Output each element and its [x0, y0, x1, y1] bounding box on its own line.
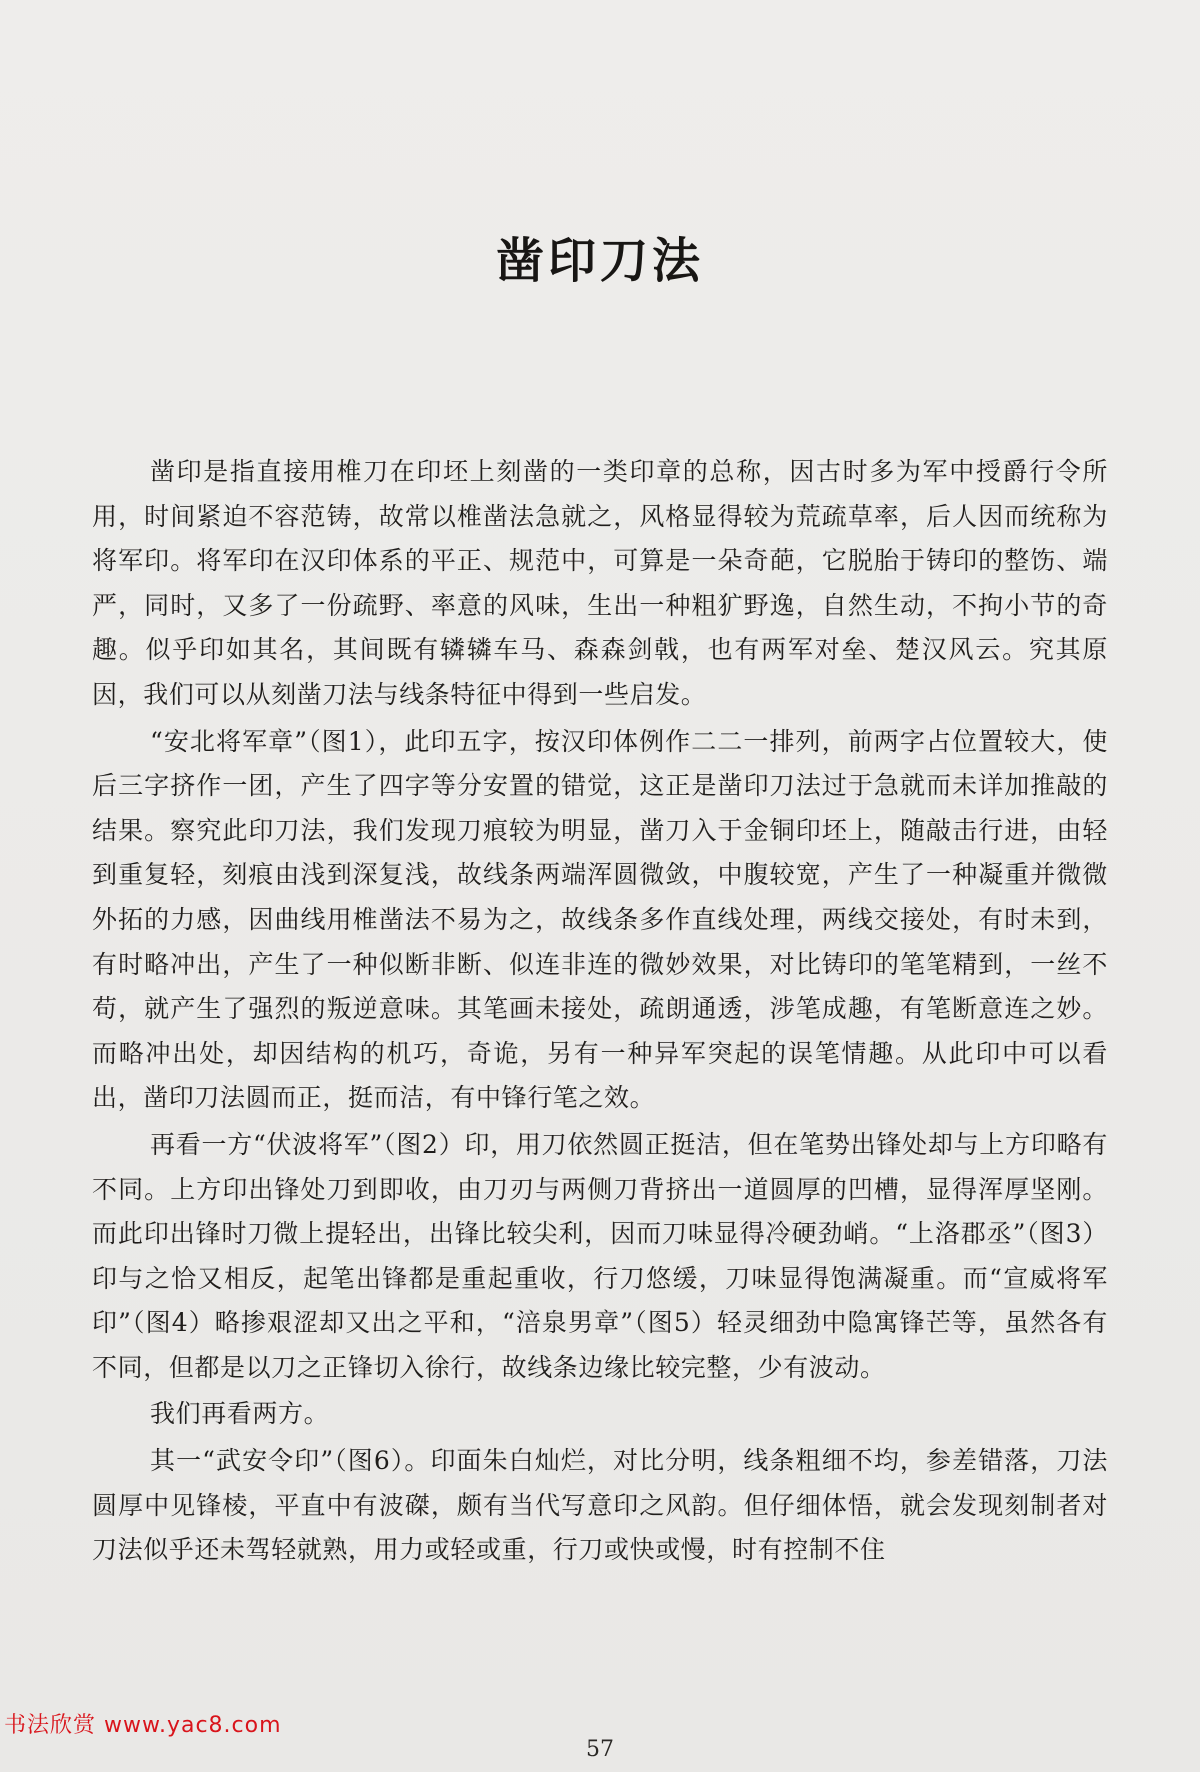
page-title: 凿印刀法	[495, 233, 704, 289]
article-body	[92, 450, 1108, 1573]
site-watermark: 书法欣赏 www.yac8.com	[4, 1713, 282, 1738]
paragraph-2: “安北将军章”（图1），此印五字，按汉印体例作二二一排列，前两字占位置较大，使后三字挤作一团，产生了四字等分安置的错觉，这正是凿印刀法过于急就而未详加推敲的结果。察究此印刀法，我们发现刀痕较为明显，凿刀入于金铜印坯上，随敲击行进，由轻到重复轻，刻痕由浅到深复浅，故线条两端浑圆微敛，中腹较宽，产生了一种凝重并微微外拓的力感，因曲线用椎凿法不易为之，故线条多作直线处理，两线交接处，有时未到，有时略冲出，产生了一种似断非断、似连非连的微妙效果，对比铸印的笔笔精到，一丝不苟，就产生了强烈的叛逆意味。其笔画未接处，疏朗通透，涉笔成趣，有笔断意连之妙。而略冲出处，却因结构的机巧，奇诡，另有一种异军突起的误笔情趣。从此印中可以看出，凿印刀法圆而正，挺而洁，有中锋行笔之效。	[92, 726, 1108, 1113]
paragraph-3: 再看一方“伏波将军”（图2）印，用刀依然圆正挺洁，但在笔势出锋处却与上方印略有不同。上方印出锋处刀到即收，由刀刃与两侧刀背挤出一道圆厚的凹槽，显得浑厚坚刚。而此印出锋时刀微上提轻出，出锋比较尖利，因而刀味显得冷硬劲峭。“上洛郡丞”（图3）印与之恰又相反，起笔出锋都是重起重收，行刀悠缓，刀味显得饱满凝重。而“宣威将军印”（图4）略掺艰涩却又出之平和，“涪泉男章”（图5）轻灵细劲中隐寓锋芒等，虽然各有不同，但都是以刀之正锋切入徐行，故线条边缘比较完整，少有波动。	[92, 1129, 1108, 1382]
paragraph-1: 凿印是指直接用椎刀在印坯上刻凿的一类印章的总称，因古时多为军中授爵行令所用，时间紧迫不容范铸，故常以椎凿法急就之，风格显得较为荒疏草率，后人因而统称为将军印。将军印在汉印体系的平正、规范中，可算是一朵奇葩，它脱胎于铸印的整饬、端严，同时，又多了一份疏野、率意的风味，生出一种粗犷野逸，自然生动，不拘小节的奇趣。似乎印如其名，其间既有辚辚车马、森森剑戟，也有两军对垒、楚汉风云。究其原因，我们可以从刻凿刀法与线条特征中得到一些启发。	[92, 457, 1108, 709]
paragraph-5: 其一“武安令印”（图6）。印面朱白灿烂，对比分明，线条粗细不均，参差错落，刀法圆厚中见锋棱，平直中有波磔，颇有当代写意印之风韵。但仔细体悟，就会发现刻制者对刀法似乎还未驾轻就熟，用力或轻或重，行刀或快或慢，时有控制不住	[92, 1446, 1108, 1565]
page-number: 57	[586, 1737, 614, 1762]
paragraph-4: 我们再看两方。	[150, 1399, 330, 1429]
